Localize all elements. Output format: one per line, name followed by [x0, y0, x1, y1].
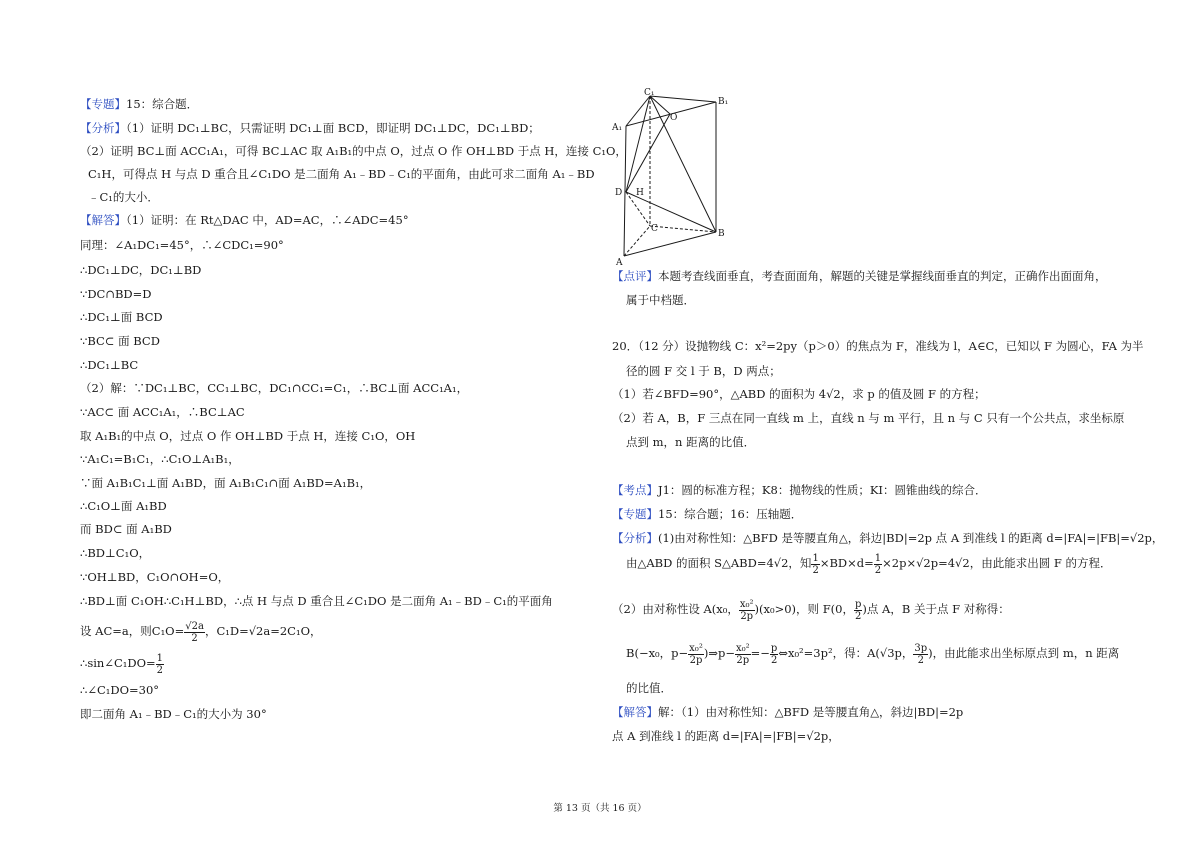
solution-line-4: ∵DC∩BD=D [80, 287, 152, 301]
label-b: B [718, 229, 725, 239]
fraction: $\frac{\text{x₀²}}{2p}$ [689, 642, 703, 666]
analysis-text: （1）证明 DC₁⊥BC，只需证明 DC₁⊥面 BCD，即证明 DC₁⊥DC，DC₁⊥BD； [126, 121, 540, 135]
problem-20-line-1: 20．（12 分）设抛物线 C：x²=2py（p＞0）的焦点为 F，准线为 l，A∈C，已知以 F 为圆心，FA 为半 [612, 339, 1144, 353]
edge-c1-b1 [650, 96, 716, 102]
fraction: $\frac{p}{2}$ [854, 598, 862, 622]
fraction: $\frac{1}{2}$ [874, 552, 882, 576]
label-o: O [670, 113, 678, 123]
analysis-tag: 【分析】 [80, 121, 126, 135]
fraction: $\frac{1}{2}$ [812, 552, 819, 576]
analysis-20-line-3: （2）由对称性设 A(x₀， $\frac{\text{x₀²}}{2p}$ )(x₀>0)，则 F(0， $\frac{p}{2}$ )点 A，B 关于点 F 对称得： [612, 598, 1010, 622]
topic-text: 15：综合题． [126, 97, 199, 111]
analysis-20-line-5: 的比值． [626, 681, 672, 695]
solution-tag-2: 【解答】 [612, 705, 658, 719]
fraction: $\frac{p}{2}$ [770, 642, 778, 666]
fraction: $\frac{\text{x₀²}}{2p}$ [739, 598, 754, 622]
label-a: A [616, 258, 623, 266]
topic-tag-2: 【专题】 [612, 507, 658, 521]
solution-line-11: ∵A₁C₁=B₁C₁，∴C₁O⊥A₁B₁， [80, 452, 240, 466]
analysis-line-3: C₁H，可得点 H 与点 D 重合且∠C₁DO 是二面角 A₁﹣BD﹣C₁的平面角，由此可求二面角 A₁﹣BD [88, 167, 595, 181]
page-footer: 第 13 页（共 16 页） [553, 803, 647, 814]
fraction: $\frac{1}{2}$ [156, 652, 164, 676]
analysis-20-line-2: 由△ABD 的面积 S△ABD=4√2，知 $\frac{1}{2}$ ×BD×d= $\frac{1}{2}$ ×2p×√2p=4√2，由此能求出圆 F 的方程． [626, 552, 1112, 576]
solution-20-line-1 [612, 704, 963, 720]
solution-tag: 【解答】 [80, 213, 126, 227]
solution-line-18: 设 AC=a，则C₁O= $\frac{√2a}{2}$ ，C₁D=√2a=2C₁O， [80, 620, 322, 644]
edge-d-o [626, 114, 670, 192]
solution-line-1 [80, 212, 409, 228]
edge-d-b [626, 192, 716, 232]
solution-line-10: 取 A₁B₁的中点 O，过点 O 作 OH⊥BD 于点 H，连接 C₁O，OH [80, 429, 416, 443]
solution-line-12: ∵面 A₁B₁C₁⊥面 A₁BD，面 A₁B₁C₁∩面 A₁BD=A₁B₁， [80, 476, 372, 490]
analysis-line-4: ﹣C₁的大小． [88, 190, 159, 204]
solution-line-21: 即二面角 A₁﹣BD﹣C₁的大小为 30° [80, 707, 267, 721]
problem-20-line-5: 点到 m，n 距离的比值． [626, 435, 756, 449]
label-h: H [636, 188, 644, 198]
points-line [612, 482, 986, 498]
edge-c-b [650, 226, 716, 232]
solution-20-line-2: 点 A 到准线 l 的距离 d=|FA|=|FB|=√2p， [612, 729, 840, 743]
solution-text: （1）证明：在 Rt△DAC 中，AD=AC，∴∠ADC=45° [126, 213, 409, 227]
solution-line-19: ∴sin∠C₁DO= $\frac{1}{2}$ [80, 652, 164, 676]
topic-line-2 [612, 506, 802, 522]
edge-c1-b [650, 96, 716, 232]
label-a1: A₁ [612, 123, 623, 133]
solution-line-8: （2）解：∵DC₁⊥BC，CC₁⊥BC，DC₁∩CC₁=C₁，∴BC⊥面 ACC₁A₁， [80, 381, 469, 395]
problem-20-line-4: （2）若 A，B，F 三点在同一直线 m 上，直线 n 与 m 平行，且 n 与 C 只有一个公共点，求坐标原 [612, 411, 1125, 425]
fraction: $\frac{3p}{2}$ [914, 642, 928, 666]
solution-line-3: ∴DC₁⊥DC，DC₁⊥BD [80, 263, 202, 277]
topic-line [80, 96, 198, 112]
label-b1: B₁ [718, 97, 728, 107]
analysis-20-line-4: B(−x₀，p− $\frac{\text{x₀²}}{2p}$ )⇒p− $\frac{\text{x₀²}}{2p}$ =− $\frac{p}{2}$ ⇔x₀²=3p²，得：A(√3p， $\frac{3p}{2}$ )，由此能求出坐标原点到 m，n 距离 [626, 642, 1120, 666]
solution-line-16: ∵OH⊥BD，C₁O∩OH=O， [80, 570, 230, 584]
label-d: D [615, 188, 623, 198]
solution-line-15: ∴BD⊥C₁O， [80, 546, 151, 560]
edge-a-b [624, 232, 716, 256]
topic-tag: 【专题】 [80, 97, 126, 111]
problem-20-line-2: 径的圆 F 交 l 于 B，D 两点； [626, 364, 781, 378]
label-c: C [651, 224, 658, 234]
topic-text-2: 15：综合题；16：压轴题． [658, 507, 803, 521]
solution-line-13: ∴C₁O⊥面 A₁BD [80, 499, 167, 513]
solution-line-2: 同理：∠A₁DC₁=45°，∴∠CDC₁=90° [80, 238, 284, 252]
solution-line-20: ∴∠C₁DO=30° [80, 683, 160, 697]
comment-tag: 【点评】 [612, 269, 658, 283]
fraction: $\frac{\text{x₀²}}{2p}$ [735, 642, 750, 666]
analysis-line-2: （2）证明 BC⊥面 ACC₁A₁，可得 BC⊥AC 取 A₁B₁的中点 O，过点 O 作 OH⊥BD 于点 H，连接 C₁O， [80, 144, 627, 158]
edge-a-c [624, 226, 650, 256]
solution-line-17: ∴BD⊥面 C₁OH∴C₁H⊥BD，∴点 H 与点 D 重合且∠C₁DO 是二面角 A₁﹣BD﹣C₁的平面角 [80, 594, 553, 608]
label-c1: C₁ [644, 88, 655, 98]
solution-text-2: 解：（1）由对称性知：△BFD 是等腰直角△，斜边|BD|=2p [658, 705, 964, 719]
points-text: J1：圆的标准方程；K8：抛物线的性质；KI：圆锥曲线的综合． [658, 483, 987, 497]
problem-20-line-3: （1）若∠BFD=90°，△ABD 的面积为 4√2，求 p 的值及圆 F 的方程； [612, 387, 986, 401]
comment-text: 本题考查线面垂直，考查面面角，解题的关键是掌握线面垂直的判定，正确作出面面角， [658, 269, 1107, 283]
edge-a1-a [624, 126, 626, 256]
solution-line-5: ∴DC₁⊥面 BCD [80, 310, 163, 324]
prism-figure [608, 84, 728, 266]
analysis-line-1 [80, 120, 540, 136]
points-tag: 【考点】 [612, 483, 658, 497]
solution-line-9: ∵AC⊂ 面 ACC₁A₁，∴BC⊥AC [80, 405, 245, 419]
solution-line-6: ∵BC⊂ 面 BCD [80, 334, 160, 348]
comment-line-2: 属于中档题． [626, 293, 695, 307]
analysis-text-2: (1)由对称性知：△BFD 是等腰直角△，斜边|BD|=2p 点 A 到准线 l 的距离 d=|FA|=|FB|=√2p， [658, 531, 1164, 545]
analysis-20-line-1 [612, 530, 1163, 546]
comment-line-1 [612, 268, 1107, 284]
analysis-tag-2: 【分析】 [612, 531, 658, 545]
solution-line-7: ∴DC₁⊥BC [80, 358, 139, 372]
solution-line-14: 而 BD⊂ 面 A₁BD [80, 522, 172, 536]
fraction: $\frac{√2a}{2}$ [185, 620, 204, 644]
edge-c1-o [650, 96, 670, 114]
